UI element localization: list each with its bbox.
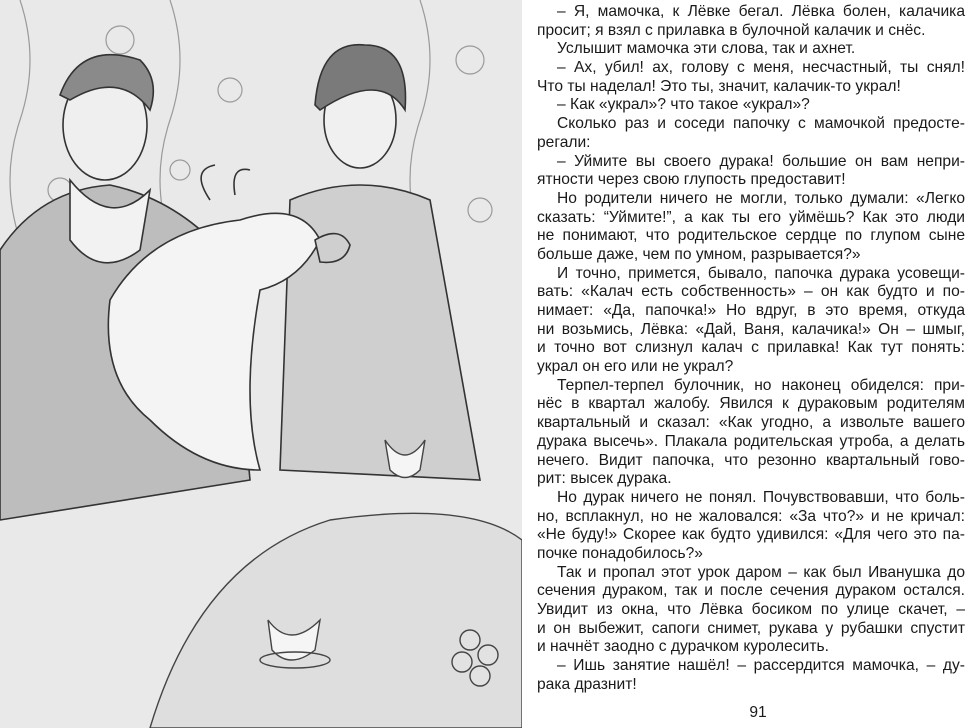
text-line: почке понадобилось?» (537, 544, 703, 562)
text-line: сечения дураком, так и после сечения дураком остался. (537, 582, 965, 600)
text-line: – Уймите вы своего дурака! большие он вам непри- (557, 152, 965, 170)
text-line: просит; я взял с прилавка в булочной калачик и снёс. (537, 21, 926, 39)
text-line: «Не буду!» Скорее как будто удивился: «Для чего это па- (537, 526, 965, 544)
text-line: нимает: «Да, папочка!» Но вдруг, в это время, откуда (537, 302, 965, 319)
story-text (537, 3, 965, 694)
text-line: – Ах, убил! ах, голову с меня, несчастный, ты снял! (557, 59, 965, 77)
text-line: – Ишь занятие нашёл! – рассердится мамочка, – ду- (557, 657, 965, 675)
text-line: больше даже, чем по умном, разрывается?» (537, 245, 861, 263)
text-line: квартальный и сказал: «Как угодно, а извольте вашего (537, 414, 965, 432)
text-line: рит: высек дурака. (537, 470, 672, 488)
text-line: Услышит мамочка эти слова, так и ахнет. (557, 40, 856, 58)
page-number: 91 (749, 704, 767, 721)
text-line: Терпел-терпел булочник, но наконец обиделся: при- (557, 376, 965, 394)
text-line: и он выбежит, сапоги снимет, рукава у рубашки спустит (537, 619, 965, 637)
text-line: нечего. Видит папочка, что резонно квартальный гово- (537, 451, 965, 469)
text-line: Но дурак ничего не понял. Почувствовавши, что боль- (557, 488, 965, 506)
text-line: сказать: “Уймите!”, а как ты его уймёшь? Как это люди (537, 208, 965, 226)
text-line: ятности через свою глупость предоставит! (537, 171, 846, 189)
text-line: – Как «украл»? что такое «украл»? (557, 96, 810, 114)
text-line: вать: «Калач есть собственность» – он как будто и по- (537, 283, 965, 301)
text-line: украл он его или не украл? (537, 358, 734, 376)
text-line: Увидит из окна, что Лёвка босиком по улице скачет, – (537, 601, 965, 618)
text-line: рака дразнит! (537, 675, 637, 693)
text-line: ни возьмись, Лёвка: «Дай, Ваня, калачика!» Он – шмыг, (537, 320, 965, 338)
text-line: и начнёт заодно с дурачком куролесить. (537, 638, 829, 656)
text-line: дурака высечь». Плакала родительская утроба, а делать (537, 432, 965, 450)
text-line: Сколько раз и соседи папочку с мамочкой предосте- (557, 115, 965, 133)
text-line: Но родители ничего не могли, только думали: «Легко (557, 189, 965, 207)
text-line: И точно, примется, бывало, папочка дурака усовещи- (557, 264, 965, 282)
text-line: Что ты наделал! Это ты, значит, калачик-то украл! (537, 77, 901, 95)
text-line: регали: (537, 133, 591, 151)
text-line: не понимают, что родительское сердце по глупом сыне (537, 227, 965, 245)
text-line: – Я, мамочка, к Лёвке бегал. Лёвка болен, калачика (557, 3, 965, 20)
text-line: и точно вот слизнул калач с прилавка! Как тут понять: (537, 339, 965, 357)
text-line: нёс в квартал жалобу. Явился к дураковым родителям (537, 395, 965, 413)
text-line: но, всплакнул, но не жаловался: «За что?» и не кричал: (537, 507, 965, 525)
text-line: Так и пропал этот урок даром – как был Иванушка до (557, 563, 965, 581)
